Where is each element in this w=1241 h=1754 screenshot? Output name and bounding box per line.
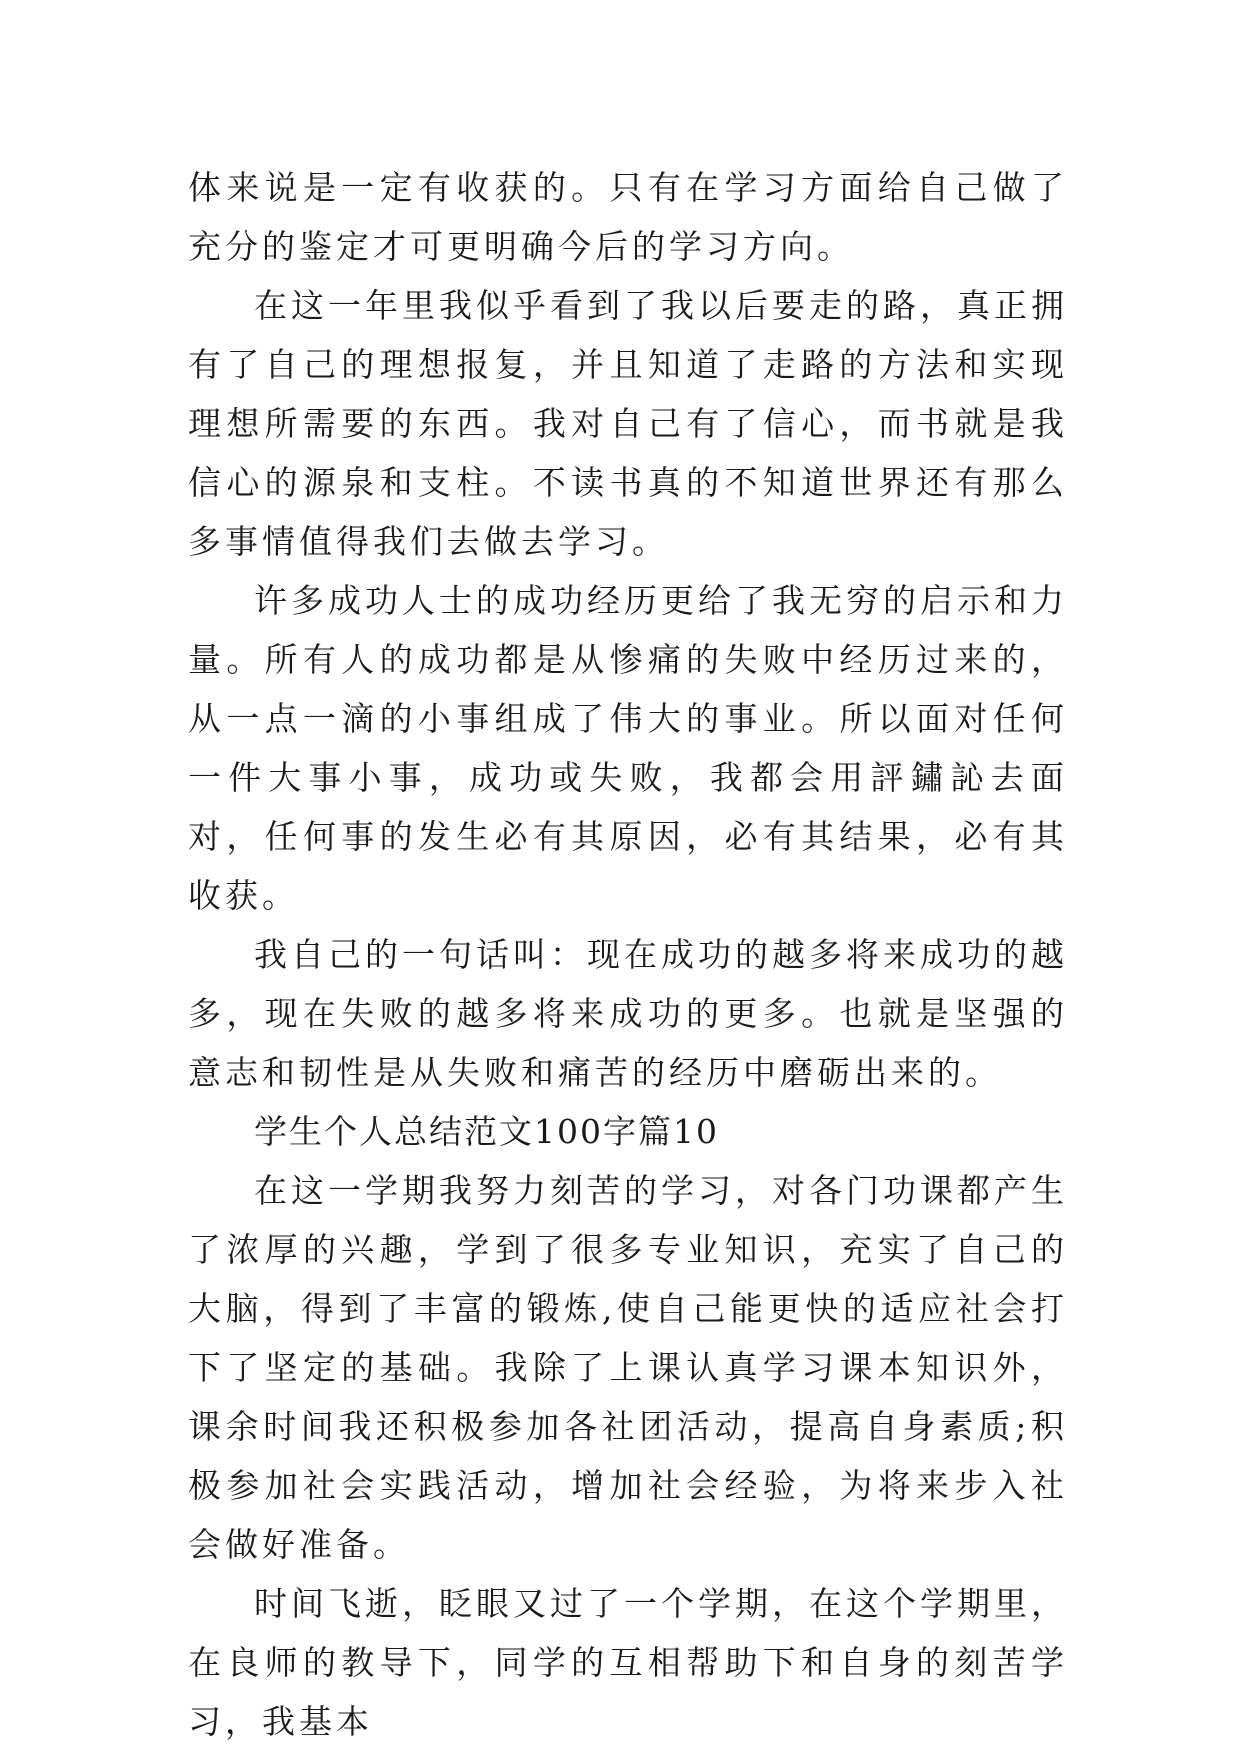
paragraph: 我自己的一句话叫：现在成功的越多将来成功的越多，现在失败的越多将来成功的更多。也就是坚强的意志和韧性是从失败和痛苦的经历中磨砺出来的。	[188, 935, 1068, 1092]
paragraph-continuation: 体来说是一定有收获的。只有在学习方面给自己做了充分的鉴定才可更明确今后的学习方向。	[188, 168, 1068, 266]
document-body	[188, 158, 1068, 1751]
paragraph: 时间飞逝，眨眼又过了一个学期，在这个学期里，在良师的教导下，同学的互相帮助下和自身的刻苦学习，我基本	[188, 1584, 1068, 1741]
paragraph: 许多成功人士的成功经历更给了我无穷的启示和力量。所有人的成功都是从惨痛的失败中经历过来的，从一点一滴的小事组成了伟大的事业。所以面对任何一件大事小事，成功或失败，我都会用評鏽訫去面对，任何事的发生必有其原因，必有其结果，必有其收获。	[188, 581, 1068, 915]
paragraph: 在这一年里我似乎看到了我以后要走的路，真正拥有了自己的理想报复，并且知道了走路的方法和实现理想所需要的东西。我对自己有了信心，而书就是我信心的源泉和支柱。不读书真的不知道世界还有那么多事情值得我们去做去学习。	[188, 286, 1068, 561]
paragraph: 在这一学期我努力刻苦的学习，对各门功课都产生了浓厚的兴趣，学到了很多专业知识，充实了自己的大脑，得到了丰富的锻炼,使自己能更快的适应社会打下了坚定的基础。我除了上课认真学习课本知识外，课余时间我还积极参加各社团活动，提高自身素质;积极参加社会实践活动，增加社会经验，为将来步入社会做好准备。	[188, 1171, 1068, 1564]
section-heading: 学生个人总结范文100字篇10	[254, 1112, 719, 1151]
